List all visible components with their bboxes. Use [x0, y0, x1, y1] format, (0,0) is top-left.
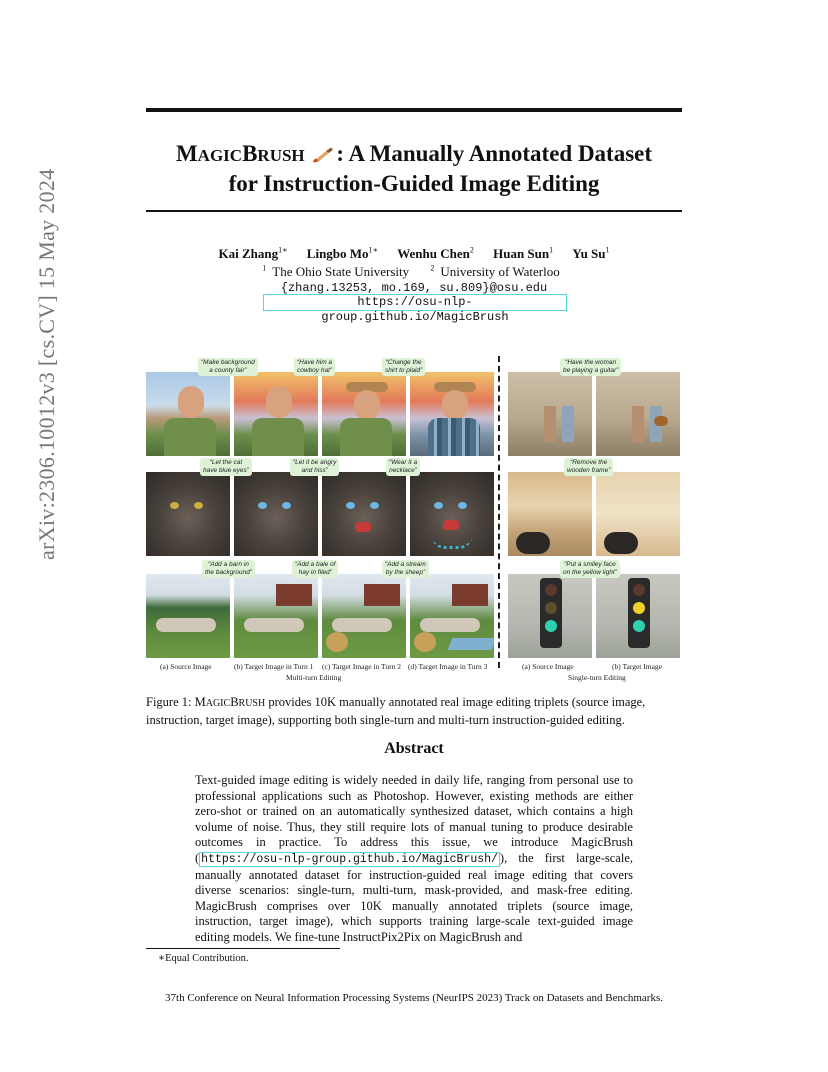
- instruction-bubble: “Let it be angry and hiss”: [290, 458, 339, 476]
- abstract-project-link[interactable]: https://osu-nlp-group.github.io/MagicBrush/: [201, 852, 498, 866]
- author: Wenhu Chen$^2$: [397, 246, 474, 262]
- instruction-bubble: “Change the shirt to plaid”: [382, 358, 425, 376]
- sheep-turn1-image: [234, 574, 318, 658]
- guitar-source-image: [508, 372, 592, 456]
- instruction-bubble: “Let the cat have blue eyes”: [200, 458, 252, 476]
- author: Lingbo $Mo^{1∗}$: [306, 246, 378, 262]
- traffic-light-target-image: [596, 574, 680, 658]
- figure-1: [146, 356, 682, 686]
- abstract-heading: Abstract: [384, 740, 444, 757]
- column-label: (d) Target Image in Turn 3: [408, 662, 488, 671]
- author: Yu Su$^1$: [572, 246, 610, 262]
- man-turn3-image: [410, 372, 494, 456]
- cat-source-image: [146, 472, 230, 556]
- instruction-bubble: “Remove the wooden frame”: [564, 458, 613, 476]
- paintbrush-icon: [312, 147, 334, 163]
- paper-title: MAGICBRUSH : A Manually Annotated Dataset for Instruction-Guided Image Editing: [175, 141, 653, 196]
- abstract-body: Text-guided image editing is widely needed in daily life, ranging from personal use to professional applications such as Photoshop. However, existing methods are either zero-shot or trained on an automatically synthesized dataset, which contains a high volume of noise. Thus, they still require lots of manual tuning to produce desirable outcomes in practice. To address this issue, we introduce MagicBrush ( https://osu-nlp-group.github.io/MagicBrush/ ), the first large-scale, manually annotated dataset for instruction-guided real image editing that covers diverse scenarios: single-turn, multi-turn, mask-provided, and mask-free editing. MagicBrush comprises over 10K manually annotated triplets (source image, instruction, target image), which supports training large-scale text-guided image editing models. We fine-tune InstructPix2Pix on MagicBrush and: [195, 773, 633, 944]
- man-source-image: [146, 372, 230, 456]
- panda-target-image: [596, 472, 680, 556]
- author-list: [146, 246, 682, 262]
- author-emails: {zhang.13253, mo.169, su.809}@osu.edu: [280, 281, 548, 295]
- affiliations: [146, 264, 682, 280]
- column-label: (c) Target Image in Turn 2: [322, 662, 401, 671]
- affiliation: $^2$ University of Waterloo: [430, 264, 560, 280]
- traffic-light-source-image: [508, 574, 592, 658]
- dataset-name: MagicBrush: [439, 929, 502, 944]
- cat-turn3-image: [410, 472, 494, 556]
- title-top-rule: [146, 108, 682, 112]
- project-url-link[interactable]: https://osu-nlp-group.github.io/MagicBrush: [263, 294, 567, 311]
- panda-source-image: [508, 472, 592, 556]
- author: Kai Zhang$^{1∗}$: [218, 246, 288, 262]
- instruction-bubble: “Have the woman be playing a guitar”: [560, 358, 621, 376]
- column-label: (b) Target Image in Turn 1: [234, 662, 314, 671]
- cat-turn1-image: [234, 472, 318, 556]
- sheep-turn3-image: [410, 574, 494, 658]
- dataset-name: MagicBrush: [195, 898, 257, 913]
- footnote-rule: [146, 948, 340, 949]
- instruction-bubble: “Have him a cowboy hat”: [294, 358, 335, 376]
- author: Huan Sun$^1$: [493, 246, 554, 262]
- column-label: (a) Source Image: [522, 662, 574, 671]
- title-bottom-rule: [146, 210, 682, 212]
- group-label: Multi-turn Editing: [286, 673, 342, 682]
- cat-turn2-image: [322, 472, 406, 556]
- group-label: Single-turn Editing: [568, 673, 626, 682]
- figure-caption: Figure 1: MAGICBRUSH provides 10K manually annotated real image editing triplets (source image, instruction, target image), supporting both single-turn and multi-turn instruction-guided editing.: [146, 695, 646, 727]
- instruction-bubble: “Wear it a necklace”: [386, 458, 420, 476]
- affiliation: $^1$ The Ohio State University: [262, 264, 410, 280]
- conference-note: 37th Conference on Neural Information Processing Systems (NeurIPS 2023) Track on Datasets and Benchmarks.: [165, 992, 663, 1004]
- instruction-bubble: “Make background a county fair”: [198, 358, 258, 376]
- instruction-bubble: “Add a bale of hay in filed”: [292, 560, 338, 578]
- dataset-name: MagicBrush: [571, 835, 633, 850]
- man-turn2-image: [322, 372, 406, 456]
- man-turn1-image: [234, 372, 318, 456]
- column-label: (b) Target Image: [612, 662, 663, 671]
- arxiv-side-stamp: arXiv:2306.10012v3 [cs.CV] 15 May 2024: [34, 168, 59, 560]
- instruction-bubble: “Add a stream by the sheep”: [382, 560, 429, 578]
- figure-divider: [498, 356, 500, 668]
- column-label: (a) Source Image: [160, 662, 212, 671]
- instruction-bubble: “Add a barn in the background”: [202, 560, 255, 578]
- sheep-turn2-image: [322, 574, 406, 658]
- sheep-source-image: [146, 574, 230, 658]
- instruction-bubble: “Put a smiley face on the yellow light”: [560, 560, 620, 578]
- footnote: ∗Equal Contribution.: [158, 953, 249, 964]
- guitar-target-image: [596, 372, 680, 456]
